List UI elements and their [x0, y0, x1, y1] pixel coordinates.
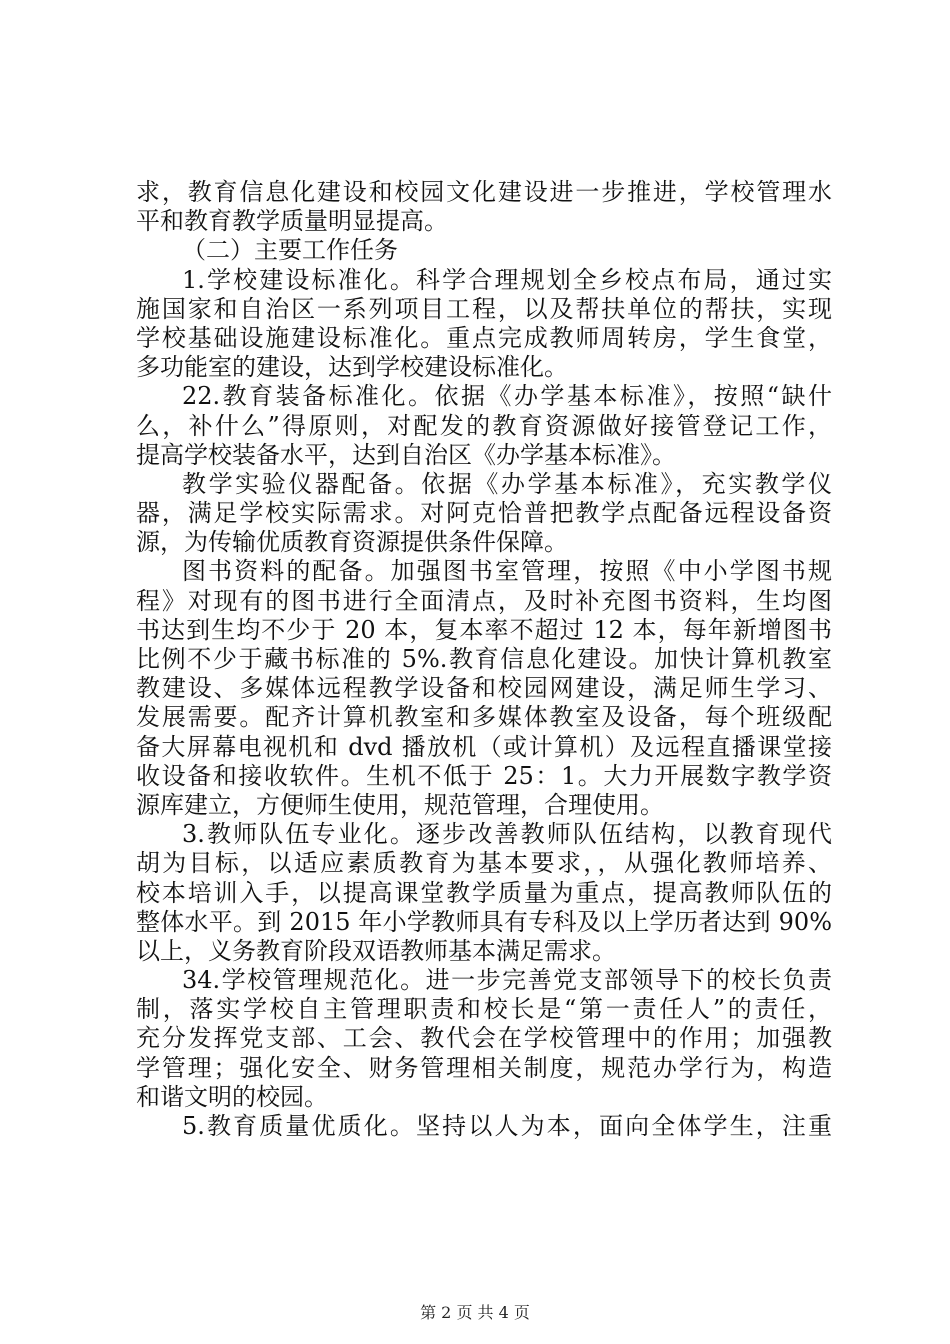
text-line: 源库建立，方便师生使用，规范管理，合理使用。: [136, 790, 664, 819]
text-line: 校本培训入手，以提高课堂教学质量为重点，提高教师队伍的: [136, 878, 832, 907]
text-line: 充分发挥党支部、工会、教代会在学校管理中的作用；加强教: [136, 1024, 832, 1053]
text-line: 书达到生均不少于 20 本，复本率不超过 12 本，每年新增图书: [136, 615, 832, 644]
text-line: 提高学校装备水平，达到自治区《办学基本标准》。: [136, 440, 676, 469]
text-line: 施国家和自治区一系列项目工程，以及帮扶单位的帮扶，实现: [136, 294, 832, 323]
text-line: 学管理；强化安全、财务管理相关制度，规范办学行为，构造: [136, 1053, 832, 1082]
text-line: 发展需要。配齐计算机教室和多媒体教室及设备，每个班级配: [136, 703, 832, 732]
text-line: 22.教育装备标准化。依据《办学基本标准》，按照“缺什: [182, 382, 832, 411]
text-line: 比例不少于藏书标准的 5%.教育信息化建设。加快计算机教室: [136, 645, 832, 673]
text-line: 器，满足学校实际需求。对阿克恰普把教学点配备远程设备资: [136, 499, 832, 528]
text-line: 34.学校管理规范化。进一步完善党支部领导下的校长负责: [182, 966, 832, 995]
text-line: 和谐文明的校园。: [136, 1082, 328, 1111]
text-line: 程》对现有的图书进行全面清点，及时补充图书资料，生均图: [136, 586, 832, 615]
text-line: 平和教育教学质量明显提高。: [136, 207, 448, 236]
text-line: 5.教育质量优质化。坚持以人为本，面向全体学生，注重: [182, 1112, 832, 1140]
text-line: 么，补什么”得原则，对配发的教育资源做好接管登记工作，: [136, 411, 832, 440]
page-footer: 第 2 页 共 4 页: [420, 1303, 530, 1322]
text-line: 图书资料的配备。加强图书室管理，按照《中小学图书规: [182, 557, 832, 586]
text-line: 教学实验仪器配备。依据《办学基本标准》，充实教学仪: [182, 469, 832, 498]
text-line: 收设备和接收软件。生机不低于 25：1。大力开展数字教学资: [136, 761, 832, 790]
document-body: [136, 178, 832, 1141]
text-line: 教建设、多媒体远程教学设备和校园网建设，满足师生学习、: [136, 674, 832, 703]
text-line: 求，教育信息化建设和校园文化建设进一步推进，学校管理水: [136, 178, 832, 206]
text-line: 多功能室的建设，达到学校建设标准化。: [136, 353, 568, 382]
text-line: 胡为目标，以适应素质教育为基本要求，，从强化教师培养、: [136, 849, 832, 878]
text-line: 1.学校建设标准化。科学合理规划全乡校点布局，通过实: [182, 265, 832, 294]
text-line: 制，落实学校自主管理职责和校长是“第一责任人”的责任，: [136, 995, 832, 1024]
text-line: （二）主要工作任务: [182, 236, 398, 265]
text-line: 学校基础设施建设标准化。重点完成教师周转房，学生食堂，: [136, 323, 832, 352]
text-line: 整体水平。到 2015 年小学教师具有专科及以上学历者达到 90%: [136, 907, 832, 936]
text-line: 源，为传输优质教育资源提供条件保障。: [136, 528, 568, 557]
text-line: 3.教师队伍专业化。逐步改善教师队伍结构，以教育现代: [182, 820, 832, 849]
text-line: 备大屏幕电视机和 dvd 播放机（或计算机）及远程直播课堂接: [136, 732, 832, 761]
text-line: 以上，义务教育阶段双语教师基本满足需求。: [136, 936, 616, 965]
